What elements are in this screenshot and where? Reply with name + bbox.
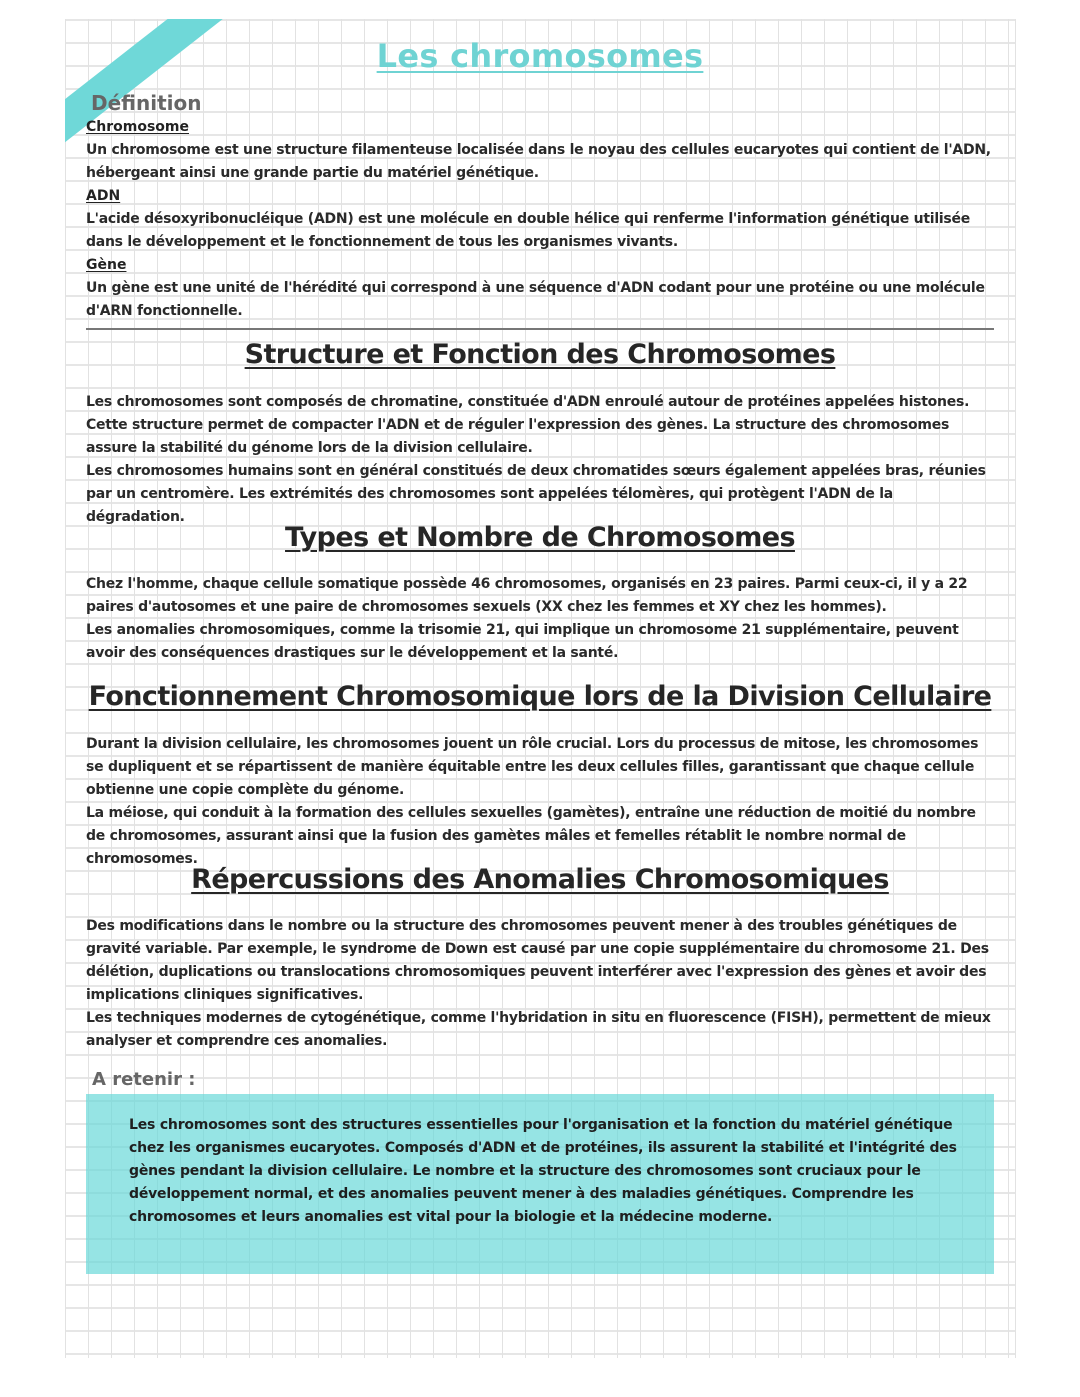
definition-text: Un gène est une unité de l'hérédité qui correspond à une séquence d'ADN codant pour une protéine ou une molécule d'ARN fonctionnelle. [86,280,985,319]
definition-term: ADN [86,188,121,204]
summary-text: Les chromosomes sont des structures essentielles pour l'organisation et la fonction du matériel génétique chez les organismes eucaryotes. Composés d'ADN et de protéines, ils assurent la stabilité et l'intégrité des gènes pendant la division cellulaire. Le nombre et la structure des chromosomes sont cruciaux pour le développement normal, et des anomalies peuvent mener à des maladies génétiques. Comprendre les chromosomes et leurs anomalies est vital pour la biologie et la médecine moderne. [129,1117,957,1225]
paragraph: La méiose, qui conduit à la formation des cellules sexuelles (gamètes), entraîne une réduction de moitié du nombre de chromosomes, assurant ainsi que la fusion des gamètes mâles et femelles rétablit le nombre normal de chromosomes. [86,805,976,867]
section-heading-types: Types et Nombre de Chromosomes [285,522,795,553]
paragraph: Les techniques modernes de cytogénétique, comme l'hybridation in situ en fluorescence (FISH), permettent de mieux analyser et comprendre ces anomalies. [86,1010,991,1049]
definition-text: L'acide désoxyribonucléique (ADN) est une molécule en double hélice qui renferme l'information génétique utilisée dans le développement et le fonctionnement de tous les organismes vivants. [86,211,971,250]
section-body-division [86,733,996,871]
grid-paper-page [65,19,1016,1358]
definition-heading: Définition [91,91,202,115]
section-body-anomalies [86,915,996,1053]
section-divider [86,328,994,330]
paragraph: Les anomalies chromosomiques, comme la trisomie 21, qui implique un chromosome 21 supplémentaire, peuvent avoir des conséquences drastiques sur le développement et la santé. [86,622,959,661]
page-title: Les chromosomes [376,37,704,75]
definition-term: Chromosome [86,119,190,135]
section-body-types [86,573,996,665]
summary-heading: A retenir : [92,1069,196,1090]
paragraph: Durant la division cellulaire, les chromosomes jouent un rôle crucial. Lors du processus de mitose, les chromosomes se dupliquent et se répartissent de manière équitable entre les deux cellules filles, garantissant que chaque cellule obtienne une copie complète du génome. [86,736,979,798]
definition-list [86,116,996,323]
paragraph: Les chromosomes sont composés de chromatine, constituée d'ADN enroulé autour de protéines appelées histones. Cette structure permet de compacter l'ADN et de réguler l'expression des gènes. La structure des chromosomes assure la stabilité du génome lors de la division cellulaire. [86,394,970,456]
definition-term: Gène [86,257,127,273]
definition-item-chromosome [86,116,996,185]
definition-item-gene [86,254,996,323]
paragraph: Les chromosomes humains sont en général constitués de deux chromatides sœurs également appelées bras, réunies par un centromère. Les extrémités des chromosomes sont appelées télomères, qui protègent l'ADN de la dégradation. [86,463,986,525]
definition-item-adn [86,185,996,254]
paragraph: Des modifications dans le nombre ou la structure des chromosomes peuvent mener à des troubles génétiques de gravité variable. Par exemple, le syndrome de Down est causé par une copie supplémentaire du chromosome 21. Des délétion, duplications ou translocations chromosomiques peuvent interférer avec l'expression des gènes et avoir des implications cliniques significatives. [86,918,989,1003]
paragraph: Chez l'homme, chaque cellule somatique possède 46 chromosomes, organisés en 23 paires. Parmi ceux-ci, il y a 22 paires d'autosomes et une paire de chromosomes sexuels (XX chez les femmes et XY chez les hommes). [86,576,968,615]
section-heading-structure: Structure et Fonction des Chromosomes [244,339,836,370]
definition-text: Un chromosome est une structure filamenteuse localisée dans le noyau des cellules eucaryotes qui contient de l'ADN, hébergeant ainsi une grande partie du matériel génétique. [86,142,991,181]
section-body-structure [86,391,996,529]
summary-callout-box [86,1094,994,1274]
section-heading-division: Fonctionnement Chromosomique lors de la Division Cellulaire [88,681,992,712]
section-heading-anomalies: Répercussions des Anomalies Chromosomiques [191,864,889,895]
